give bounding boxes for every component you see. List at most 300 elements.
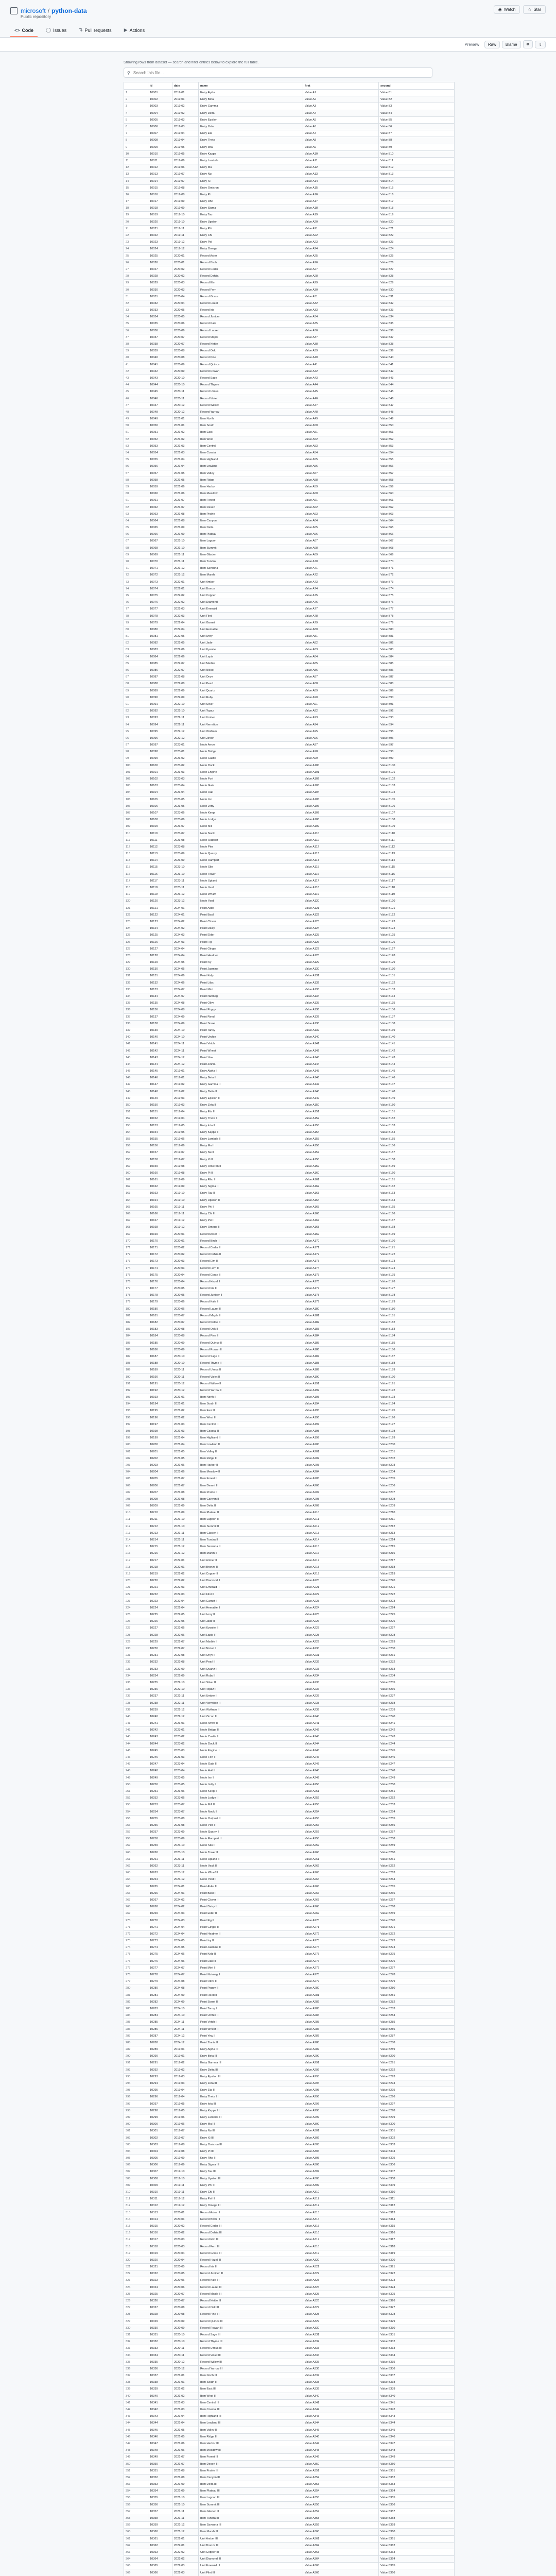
table-cell: Value B175 [379,1272,455,1278]
table-cell: 2021-08 [172,1496,199,1502]
table-row [124,191,455,198]
table-row [124,1720,455,1727]
table-cell: Point Elder [199,932,303,939]
table-cell: Value B120 [379,898,455,905]
table-cell: Value B329 [379,2318,455,2325]
table-cell: 2019-07 [172,178,199,184]
table-cell: Record Violet [199,395,303,402]
row-number: 260 [124,1849,148,1856]
table-cell: 2023-01 [172,742,199,749]
table-row [124,1727,455,1734]
table-cell: 2020-04 [172,300,199,307]
table-cell: Value A141 [303,1041,379,1047]
table-cell: 10042 [148,368,172,375]
table-cell: 2021-11 [172,2515,199,2521]
table-cell: 2021-09 [172,2488,199,2495]
table-cell: 2021-08 [172,517,199,524]
row-number: 353 [124,2481,148,2488]
table-cell: 2019-10 [172,2168,199,2175]
table-cell: 2022-01 [172,1564,199,1570]
table-cell: Record Hazel III [199,2257,303,2263]
table-cell: Value A309 [303,2182,379,2189]
table-cell: Value B66 [379,531,455,538]
table-cell: 10082 [148,640,172,647]
table-row [124,1883,455,1890]
table-cell: Value B76 [379,599,455,606]
table-cell: Value B162 [379,1183,455,1190]
table-cell: Value B295 [379,2087,455,2094]
row-number: 255 [124,1815,148,1822]
column-header[interactable]: id [148,82,172,90]
row-number: 46 [124,395,148,402]
table-cell: Value B314 [379,2216,455,2223]
table-cell: Item West [199,436,303,443]
table-cell: Value A215 [303,1544,379,1550]
table-cell: 2022-09 [172,1666,199,1672]
column-header[interactable]: first [303,82,379,90]
table-cell: Item Lowland III [199,2420,303,2427]
table-cell: Value A150 [303,1101,379,1108]
table-cell: Record Birch III [199,2216,303,2223]
table-cell: Record Elm [199,280,303,286]
table-cell: Point Nutmeg [199,993,303,999]
table-cell: 10202 [148,1455,172,1462]
table-cell: Value B287 [379,2032,455,2039]
table-cell: Value B102 [379,775,455,782]
table-cell: 2019-09 [172,2162,199,2168]
table-cell: 10312 [148,2202,172,2209]
table-row [124,1930,455,1937]
table-row [124,1795,455,1802]
table-row [124,1068,455,1075]
table-cell: 10340 [148,2393,172,2399]
table-cell: Point Lilac II [199,1958,303,1964]
table-cell: Value B93 [379,715,455,721]
blame-button[interactable]: Blame [502,41,521,48]
table-cell: Value A79 [303,619,379,626]
table-cell: 2019-07 [172,1149,199,1156]
repo-title-row [10,5,546,16]
row-number: 297 [124,2100,148,2107]
table-row [124,2529,455,2535]
table-cell: Value A128 [303,952,379,959]
table-row [124,653,455,660]
table-cell: 2019-01 [172,1075,199,1081]
table-cell: 10300 [148,2121,172,2128]
table-cell: Value B11 [379,157,455,164]
table-cell: 10291 [148,2060,172,2066]
table-row [124,286,455,293]
table-cell: 10142 [148,1047,172,1054]
table-cell: Value B347 [379,2440,455,2447]
table-row [124,2107,455,2114]
table-cell: Value A52 [303,436,379,443]
table-cell: Value B70 [379,558,455,565]
table-cell: 2023-05 [172,1781,199,1788]
table-cell: Value B189 [379,1367,455,1374]
star-button[interactable] [523,5,546,14]
table-cell: 2019-04 [172,1109,199,1115]
column-header[interactable]: date [172,82,199,90]
table-cell: Value A73 [303,579,379,585]
table-row [124,171,455,178]
table-cell: 2023-04 [172,783,199,789]
table-cell: Point Poppy II [199,1985,303,1992]
column-header[interactable] [124,82,148,90]
table-cell: 2023-05 [172,796,199,803]
table-cell: 10057 [148,470,172,477]
table-cell: 2021-12 [172,1544,199,1550]
row-number: 300 [124,2121,148,2128]
table-cell: 10124 [148,925,172,932]
table-row [124,1808,455,1815]
table-cell: Item Ridge [199,477,303,483]
table-cell: Item Glacier [199,551,303,558]
table-row [124,1659,455,1666]
table-cell: Entry Pi III [199,2148,303,2155]
table-cell: Value B208 [379,1496,455,1502]
table-row [124,1632,455,1638]
table-cell: 10130 [148,966,172,973]
table-cell: Value A41 [303,361,379,368]
table-cell: Value A12 [303,164,379,171]
table-cell: 2024-08 [172,1007,199,1013]
download-button[interactable] [535,41,546,48]
table-row [124,1557,455,1564]
row-number: 30 [124,286,148,293]
search-box[interactable] [124,67,432,78]
table-cell: 2023-06 [172,817,199,823]
row-number: 122 [124,911,148,918]
table-row [124,1251,455,1258]
table-cell: 10297 [148,2100,172,2107]
tab-code[interactable] [10,24,38,37]
table-cell: Value B350 [379,2461,455,2467]
table-cell: 2022-07 [172,1645,199,1652]
table-cell: Value B315 [379,2223,455,2229]
table-cell: Value A313 [303,2209,379,2216]
table-cell: 2024-07 [172,1964,199,1971]
table-cell: Node Hall [199,789,303,796]
repo-header [0,0,556,38]
table-row [124,1007,455,1013]
table-cell: Value A255 [303,1815,379,1822]
table-cell: Value A147 [303,1081,379,1088]
row-number: 163 [124,1190,148,1197]
table-cell: Record Quince III [199,2318,303,2325]
row-number: 135 [124,1000,148,1007]
table-cell: Value A94 [303,721,379,728]
table-cell: Value B166 [379,1210,455,1217]
table-cell: Value A30 [303,286,379,293]
table-cell: Entry Iota III [199,2100,303,2107]
column-header[interactable]: second [379,82,455,90]
repo-owner-link[interactable]: microsoft [21,7,46,14]
table-row [124,925,455,932]
table-cell: Value A254 [303,1808,379,1815]
table-cell: 10102 [148,775,172,782]
row-number: 197 [124,1421,148,1428]
copy-button[interactable] [523,40,533,48]
row-number: 160 [124,1170,148,1176]
table-cell: Value A300 [303,2121,379,2128]
table-cell: 10214 [148,1536,172,1543]
row-number: 232 [124,1659,148,1666]
table-cell: Record Violet II [199,1374,303,1380]
table-cell: 10285 [148,2019,172,2026]
table-cell: 2023-01 [172,1720,199,1727]
table-cell: 10251 [148,1788,172,1794]
table-cell: 10313 [148,2209,172,2216]
column-header[interactable]: name [199,82,303,90]
table-cell: Value B332 [379,2338,455,2345]
table-cell: Value A287 [303,2032,379,2039]
table-cell: 2020-10 [172,2331,199,2338]
tab-pull-requests[interactable] [75,24,116,37]
table-cell: Value A226 [303,1618,379,1625]
table-cell: Value B58 [379,477,455,483]
table-row [124,2128,455,2134]
table-cell: Value B169 [379,1231,455,1238]
table-cell: Value B206 [379,1482,455,1489]
table-cell: 2023-06 [172,1788,199,1794]
table-cell: Item Coastal [199,449,303,456]
table-row [124,205,455,212]
table-cell: 10304 [148,2148,172,2155]
table-cell: Value B115 [379,864,455,871]
row-number: 102 [124,775,148,782]
table-cell: Value B86 [379,667,455,673]
table-cell: Value B129 [379,959,455,966]
table-cell: 10101 [148,769,172,775]
row-number: 114 [124,857,148,864]
table-cell: 2021-04 [172,1435,199,1442]
table-cell: Value B69 [379,551,455,558]
table-cell: Entry Delta [199,110,303,116]
row-number: 201 [124,1448,148,1455]
table-cell: Value B178 [379,1292,455,1299]
table-cell: Value A274 [303,1944,379,1951]
table-cell: 2020-09 [172,1346,199,1353]
table-cell: Value A168 [303,1224,379,1231]
table-cell: Value B310 [379,2189,455,2195]
table-cell: 10118 [148,884,172,891]
table-cell: 2019-01 [172,2053,199,2060]
table-row [124,1421,455,1428]
watch-button[interactable] [494,5,520,14]
tab-actions[interactable] [120,24,149,37]
table-cell: Value B196 [379,1414,455,1421]
table-cell: Value A282 [303,1998,379,2005]
table-cell: Node Inn II [199,1774,303,1781]
table-cell: Unit Pearl II [199,1659,303,1666]
table-cell: Value A28 [303,273,379,280]
table-row [124,2420,455,2427]
row-number: 204 [124,1469,148,1476]
row-number: 346 [124,2433,148,2440]
table-row [124,218,455,225]
table-cell: 2020-01 [172,1231,199,1238]
table-cell: Value A33 [303,307,379,314]
table-cell: 10109 [148,823,172,830]
table-row [124,783,455,789]
table-cell: Value A223 [303,1598,379,1604]
table-cell: 10072 [148,572,172,579]
row-number: 230 [124,1645,148,1652]
table-cell: Value B7 [379,130,455,137]
table-cell: 2020-11 [172,2352,199,2359]
table-cell: Value A175 [303,1272,379,1278]
table-cell: Value B288 [379,2039,455,2046]
table-cell: Value B28 [379,273,455,280]
table-row [124,1333,455,1340]
table-cell: Value B301 [379,2128,455,2134]
table-cell: 10078 [148,613,172,619]
table-cell: 2021-07 [172,2454,199,2461]
table-cell: Value B342 [379,2406,455,2413]
table-cell: Node Wharf II [199,1870,303,1876]
table-cell: Item Delta II [199,1503,303,1510]
table-cell: Value B223 [379,1598,455,1604]
table-cell: Value A233 [303,1666,379,1672]
table-cell: 10009 [148,144,172,150]
table-cell: Value A228 [303,1632,379,1638]
table-cell: 10023 [148,239,172,246]
table-cell: Value A172 [303,1251,379,1258]
table-cell: 2021-10 [172,2501,199,2508]
table-cell: 2019-12 [172,2196,199,2202]
table-row [124,1734,455,1740]
table-cell: Node Silo [199,864,303,871]
table-cell: 2023-09 [172,851,199,857]
table-row [124,1367,455,1374]
table-cell: 10211 [148,1516,172,1523]
table-row [124,2270,455,2277]
table-row [124,429,455,436]
table-cell: Value A322 [303,2270,379,2277]
table-row [124,2467,455,2474]
table-cell: Item Ridge II [199,1455,303,1462]
repo-actions [494,5,546,14]
table-row [124,456,455,463]
table-row [124,2148,455,2155]
table-cell: 10243 [148,1734,172,1740]
table-cell: Value B167 [379,1217,455,1224]
table-cell: Value A241 [303,1720,379,1727]
table-row [124,1075,455,1081]
table-cell: Entry Xi II [199,1156,303,1163]
table-cell: Item Coastal III [199,2406,303,2413]
table-cell: Value B215 [379,1544,455,1550]
table-cell: Point Vetch II [199,2019,303,2026]
table-cell: 2019-02 [172,1081,199,1088]
table-cell: Value A187 [303,1353,379,1360]
table-cell: Item Summit [199,545,303,551]
table-cell: Value A38 [303,341,379,347]
table-cell: Value B41 [379,361,455,368]
row-number: 243 [124,1734,148,1740]
table-cell: Record Nettle II [199,1319,303,1326]
table-row [124,1815,455,1822]
table-cell: 2021-05 [172,470,199,477]
row-number: 305 [124,2155,148,2162]
table-cell: Entry Sigma III [199,2162,303,2168]
table-cell: Value B283 [379,2005,455,2012]
table-cell: 10231 [148,1652,172,1659]
table-row [124,667,455,673]
table-cell: 10338 [148,2379,172,2386]
table-cell: 10160 [148,1170,172,1176]
table-cell: 2021-01 [172,1394,199,1401]
table-cell: 2020-02 [172,1244,199,1251]
table-cell: Entry Omega [199,246,303,252]
table-cell: 2019-10 [172,218,199,225]
row-number: 306 [124,2162,148,2168]
table-cell: 2022-08 [172,681,199,687]
table-cell: Value B159 [379,1163,455,1170]
table-cell: 2019-05 [172,1129,199,1136]
table-cell: Value B183 [379,1326,455,1333]
table-cell: Value A315 [303,2223,379,2229]
table-cell: Entry Theta [199,137,303,144]
search-input[interactable] [132,70,429,76]
table-cell: 2019-11 [172,225,199,232]
table-cell: 10081 [148,633,172,640]
table-cell: Value A205 [303,1476,379,1482]
tab-issues[interactable] [42,24,71,37]
row-number: 313 [124,2209,148,2216]
table-cell: 2021-09 [172,1510,199,1516]
row-number: 101 [124,769,148,775]
table-cell: 10030 [148,286,172,293]
row-number: 16 [124,191,148,198]
table-cell: 2020-11 [172,395,199,402]
row-number: 140 [124,1034,148,1041]
row-number: 94 [124,721,148,728]
table-row [124,375,455,381]
table-cell: 10241 [148,1720,172,1727]
table-cell: Item Valley II [199,1448,303,1455]
table-cell: Node Yard II [199,1876,303,1883]
table-cell: 2021-02 [172,429,199,436]
table-cell: Unit Nickel [199,667,303,673]
table-cell: 2020-01 [172,2209,199,2216]
table-cell: 10210 [148,1510,172,1516]
table-cell: Value A264 [303,1876,379,1883]
table-cell: 10188 [148,1360,172,1367]
repo-name-link[interactable]: python-data [51,7,87,14]
table-cell: Value A337 [303,2372,379,2379]
table-cell: 10173 [148,1258,172,1265]
table-cell: 2021-04 [172,1442,199,1448]
table-cell: 10295 [148,2087,172,2094]
row-number: 65 [124,524,148,531]
tab-issues-label: Issues [53,27,67,33]
table-cell: Value B195 [379,1408,455,1414]
table-cell: 2021-10 [172,545,199,551]
table-row [124,293,455,300]
table-cell: Entry Gamma II [199,1081,303,1088]
row-number: 48 [124,409,148,415]
table-cell: Entry Omega III [199,2202,303,2209]
raw-button[interactable]: Raw [484,41,500,48]
table-cell: Value A269 [303,1910,379,1917]
table-cell: Node Fort II [199,1754,303,1760]
table-row [124,1346,455,1353]
table-row [124,1476,455,1482]
table-cell: Value B126 [379,939,455,945]
table-cell: Value A164 [303,1197,379,1204]
